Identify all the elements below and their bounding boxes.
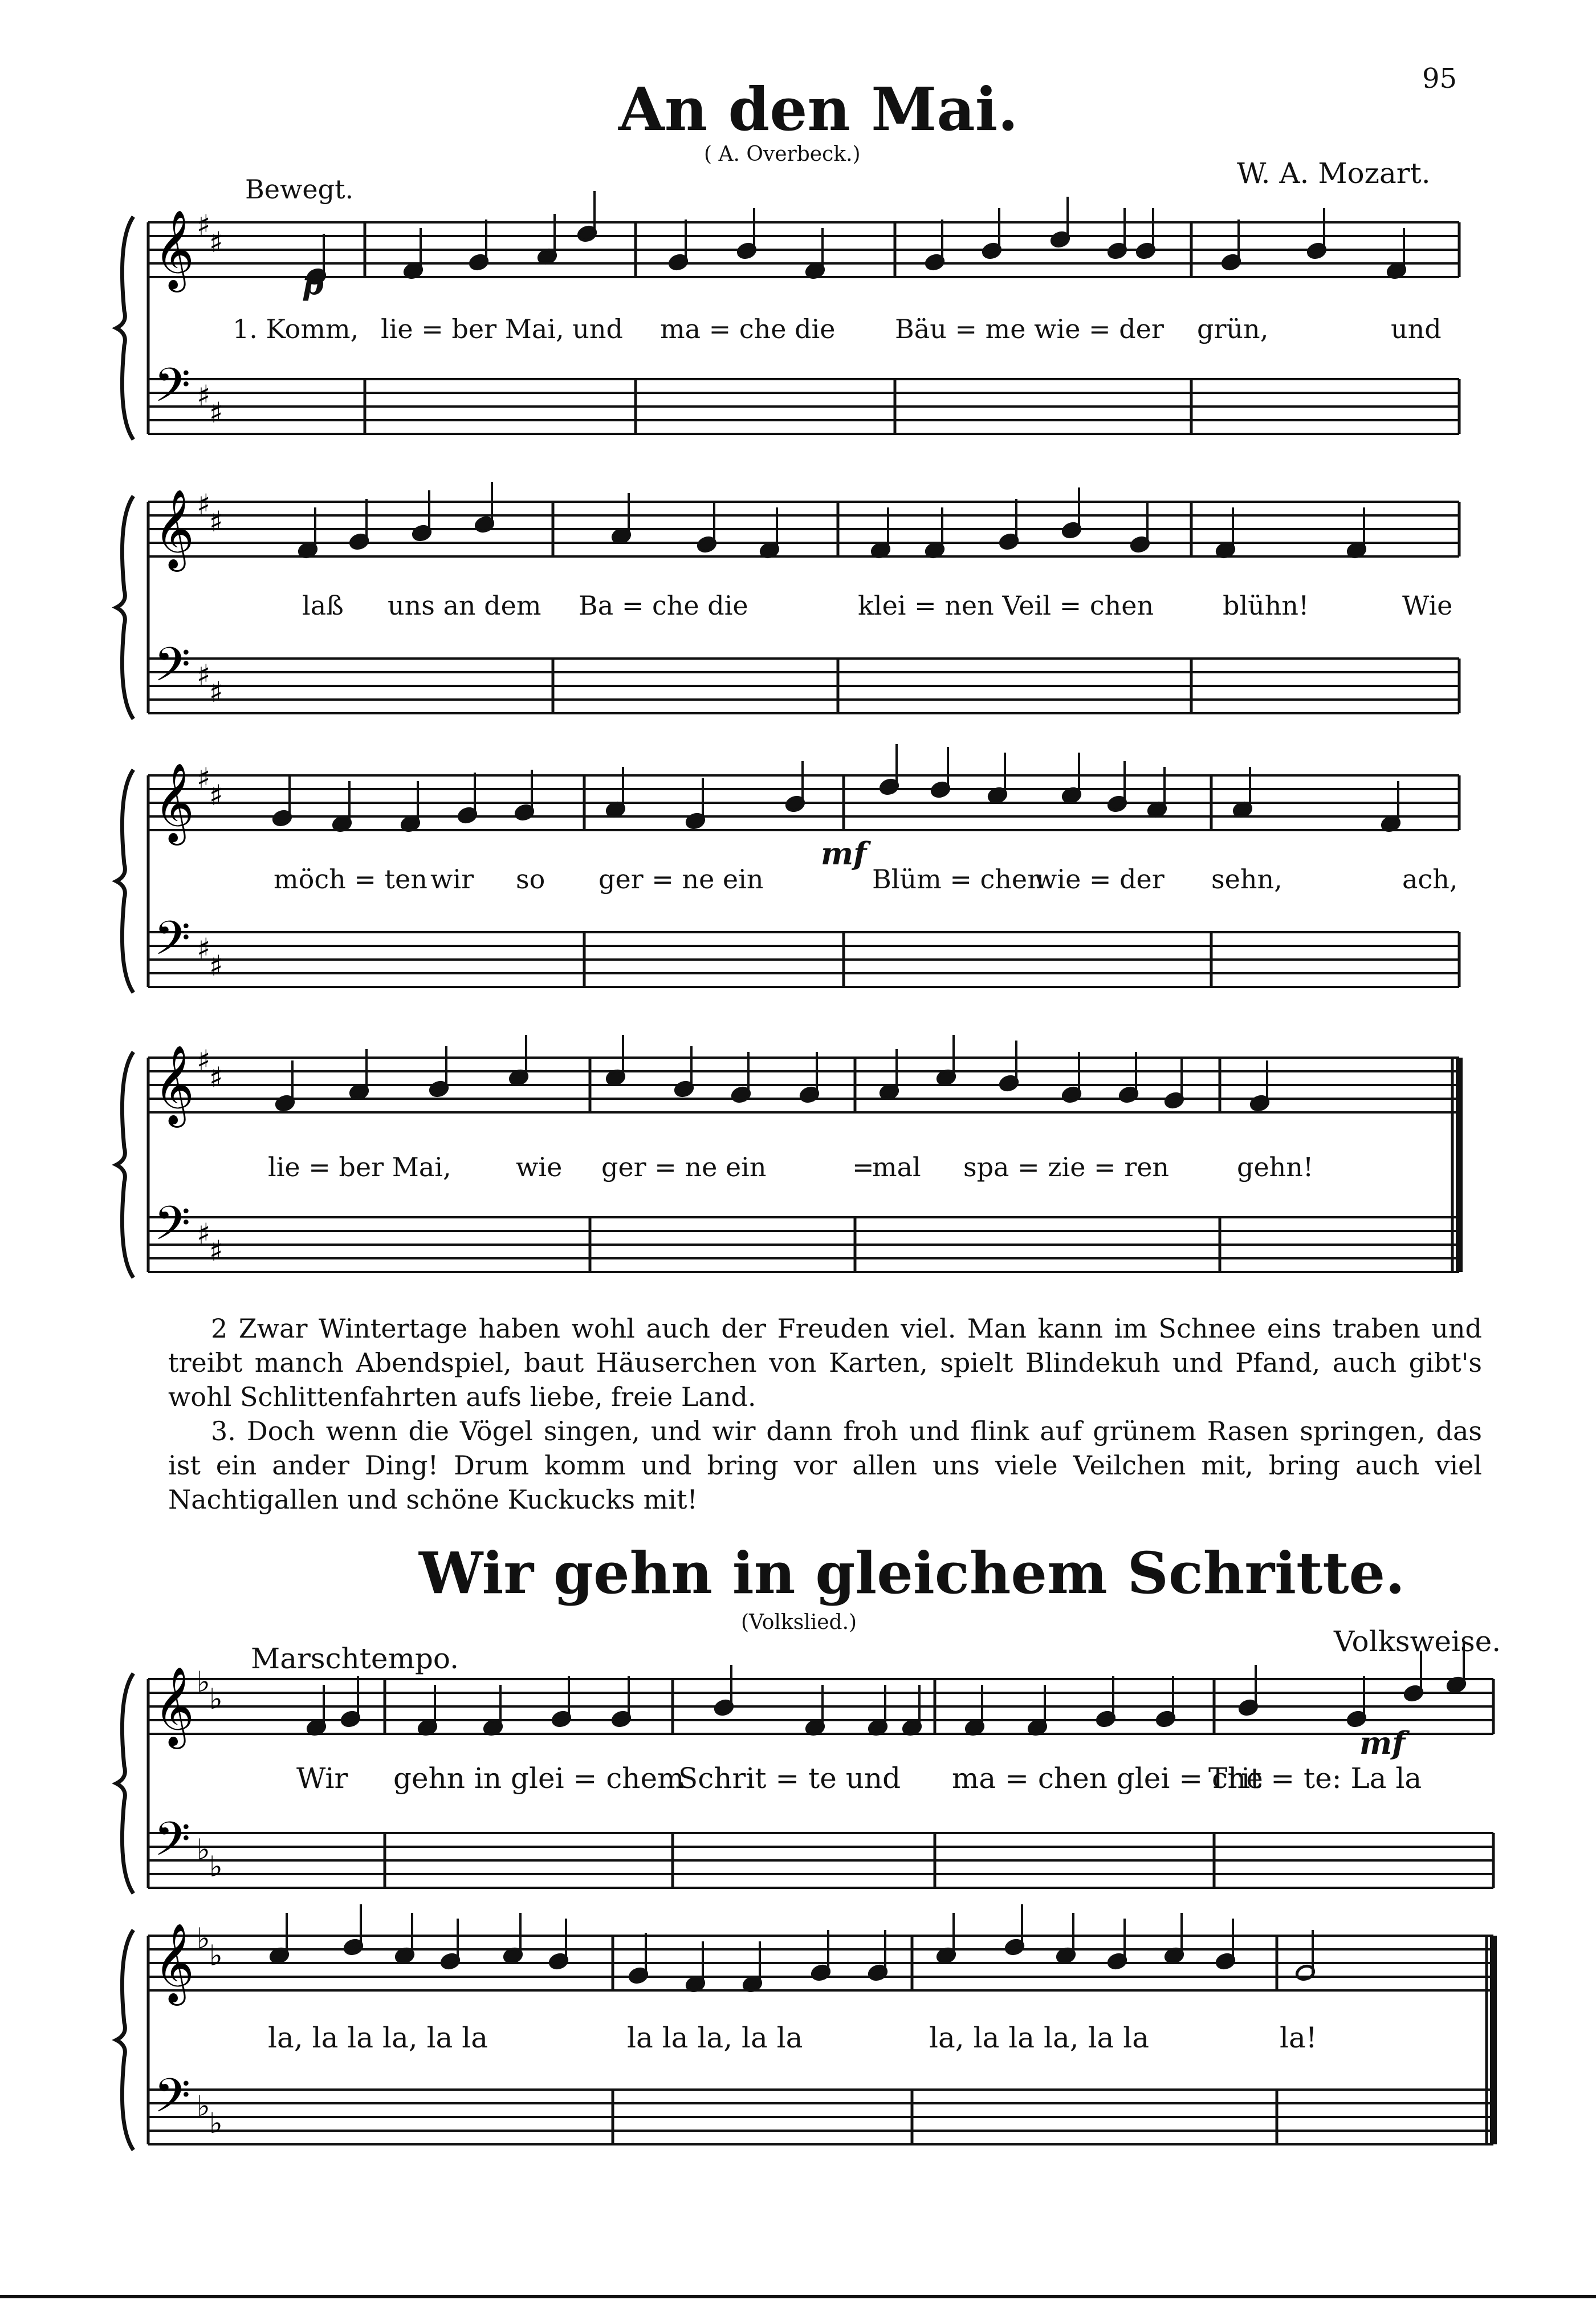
flat-sign-icon: ♭ xyxy=(197,2090,210,2123)
lyric-word: wie = der xyxy=(1035,864,1165,895)
system-brace xyxy=(116,217,133,440)
lyric-word: lie = ber Mai, xyxy=(268,1152,451,1182)
sharp-sign-icon: ♯ xyxy=(209,505,223,538)
lyric-word: 1. Komm, xyxy=(233,314,359,344)
lyric-word: grün, xyxy=(1197,314,1269,344)
flat-sign-icon: ♭ xyxy=(197,1833,210,1866)
lyric-word: und xyxy=(1391,314,1442,344)
treble-clef: 𝄞 xyxy=(154,210,194,289)
sharp-sign-icon: ♯ xyxy=(209,1234,223,1267)
bass-clef: 𝄢 xyxy=(154,2068,191,2135)
song2-source: (Volkslied.) xyxy=(741,1611,857,1634)
sharp-sign-icon: ♯ xyxy=(209,226,223,259)
system-brace xyxy=(116,1930,133,2150)
lyric-word: möch = ten xyxy=(274,864,427,895)
sharp-sign-icon: ♯ xyxy=(197,1217,211,1250)
lyric-word: Wie xyxy=(1402,590,1453,621)
lyric-word: so xyxy=(516,864,545,895)
flat-sign-icon: ♭ xyxy=(209,1850,223,1883)
treble-clef: 𝄞 xyxy=(154,1667,194,1746)
lyric-word: la la la, la la xyxy=(627,2021,803,2054)
verse-2: 2 Zwar Wintertage haben wohl auch der Freuden viel. Man kann im Schnee eins traben und treibt manch Abendspiel, baut Häuserchen von Karten, spielt Blindekuh und Pfand, auch gibt's wohl Schlittenfahrten aufs liebe, freie Land. xyxy=(168,1313,1482,1412)
bass-clef: 𝄢 xyxy=(154,911,191,977)
sharp-sign-icon: ♯ xyxy=(197,209,211,242)
lyric-word: gehn! xyxy=(1237,1152,1314,1182)
lyric-word: Blüm = chen xyxy=(872,864,1044,895)
lyric-word: spa = zie = ren xyxy=(963,1152,1170,1182)
lyric-word: ger = ne ein xyxy=(598,864,764,895)
sharp-sign-icon: ♯ xyxy=(197,762,211,795)
treble-clef: 𝄞 xyxy=(154,489,194,568)
lyric-word: gehn in glei = chem xyxy=(393,1762,685,1795)
bass-clef: 𝄢 xyxy=(154,357,191,424)
lyric-word: lie = ber Mai, und xyxy=(381,314,623,344)
system-brace xyxy=(116,1052,133,1278)
verse-3: 3. Doch wenn die Vögel singen, und wir dann froh und flink auf grünem Rasen springen, das ist ein ander Ding! Drum komm und bring vor allen uns viele Veilchen mit, bring auch viel Nachtigallen und schöne Kuckucks mit! xyxy=(168,1416,1482,1515)
dynamic-marking-p: p xyxy=(302,265,324,302)
lyric-word: Schrit = te und xyxy=(678,1762,901,1795)
lyric-word: Ba = che die xyxy=(579,590,748,621)
song2-composer: Volksweise. xyxy=(1334,1625,1501,1658)
system-brace xyxy=(116,770,133,993)
flat-sign-icon: ♭ xyxy=(209,2107,223,2140)
bass-clef: 𝄢 xyxy=(154,637,191,704)
lyric-word: ma = chen glei = che xyxy=(952,1762,1263,1795)
lyric-word: la, la la la, la la xyxy=(929,2021,1150,2054)
song1-lyricist: ( A. Overbeck.) xyxy=(704,143,861,166)
song1-composer: W. A. Mozart. xyxy=(1237,157,1431,190)
bass-clef: 𝄢 xyxy=(154,1811,191,1878)
bass-clef: 𝄢 xyxy=(154,1196,191,1262)
lyric-word: = xyxy=(852,1152,874,1182)
sharp-sign-icon: ♯ xyxy=(197,488,211,521)
lyric-word: Wir xyxy=(296,1762,348,1795)
sharp-sign-icon: ♯ xyxy=(197,379,211,412)
flat-sign-icon: ♭ xyxy=(197,1665,210,1698)
sharp-sign-icon: ♯ xyxy=(209,949,223,982)
lyric-word: laß xyxy=(302,590,344,621)
treble-clef: 𝄞 xyxy=(154,1045,194,1124)
page-number: 95 xyxy=(1422,63,1457,95)
lyric-word: blühn! xyxy=(1223,590,1309,621)
lyric-word: uns an dem xyxy=(388,590,542,621)
lyric-word: ger = ne ein xyxy=(601,1152,767,1182)
lyric-word: la! xyxy=(1280,2021,1317,2054)
song2-title: Wir gehn in gleichem Schritte. xyxy=(419,1539,1405,1607)
sharp-sign-icon: ♯ xyxy=(209,676,223,709)
lyric-word: klei = nen Veil = chen xyxy=(858,590,1154,621)
sharp-sign-icon: ♯ xyxy=(209,779,223,812)
song2-tempo: Marschtempo. xyxy=(251,1642,459,1675)
sharp-sign-icon: ♯ xyxy=(197,1044,211,1077)
sharp-sign-icon: ♯ xyxy=(197,659,211,692)
sharp-sign-icon: ♯ xyxy=(197,932,211,965)
system-brace xyxy=(116,1673,133,1893)
treble-clef: 𝄞 xyxy=(154,763,194,842)
sharp-sign-icon: ♯ xyxy=(209,396,223,429)
song1-title: An den Mai. xyxy=(618,74,1019,144)
lyric-word: la, la la la, la la xyxy=(268,2021,488,2054)
dynamic-marking-mf: mf xyxy=(1359,1725,1406,1761)
lyric-word: ach, xyxy=(1402,864,1458,895)
flat-sign-icon: ♭ xyxy=(197,1922,210,1955)
system-brace xyxy=(116,496,133,719)
flat-sign-icon: ♭ xyxy=(209,1939,223,1972)
song1-tempo: Bewegt. xyxy=(245,174,354,205)
flat-sign-icon: ♭ xyxy=(209,1683,223,1716)
lyric-word: wie xyxy=(516,1152,563,1182)
lyric-word: sehn, xyxy=(1211,864,1282,895)
lyric-word: Bäu = me wie = der xyxy=(895,314,1164,344)
treble-clef: 𝄞 xyxy=(154,1923,194,2002)
dynamic-marking-mf: mf xyxy=(821,835,867,872)
sharp-sign-icon: ♯ xyxy=(209,1061,223,1094)
lyric-word: mal xyxy=(872,1152,921,1182)
lyric-word: ma = che die xyxy=(660,314,836,344)
lyric-word: Trit = te: La la xyxy=(1208,1762,1422,1795)
lyric-word: wir xyxy=(430,864,474,895)
